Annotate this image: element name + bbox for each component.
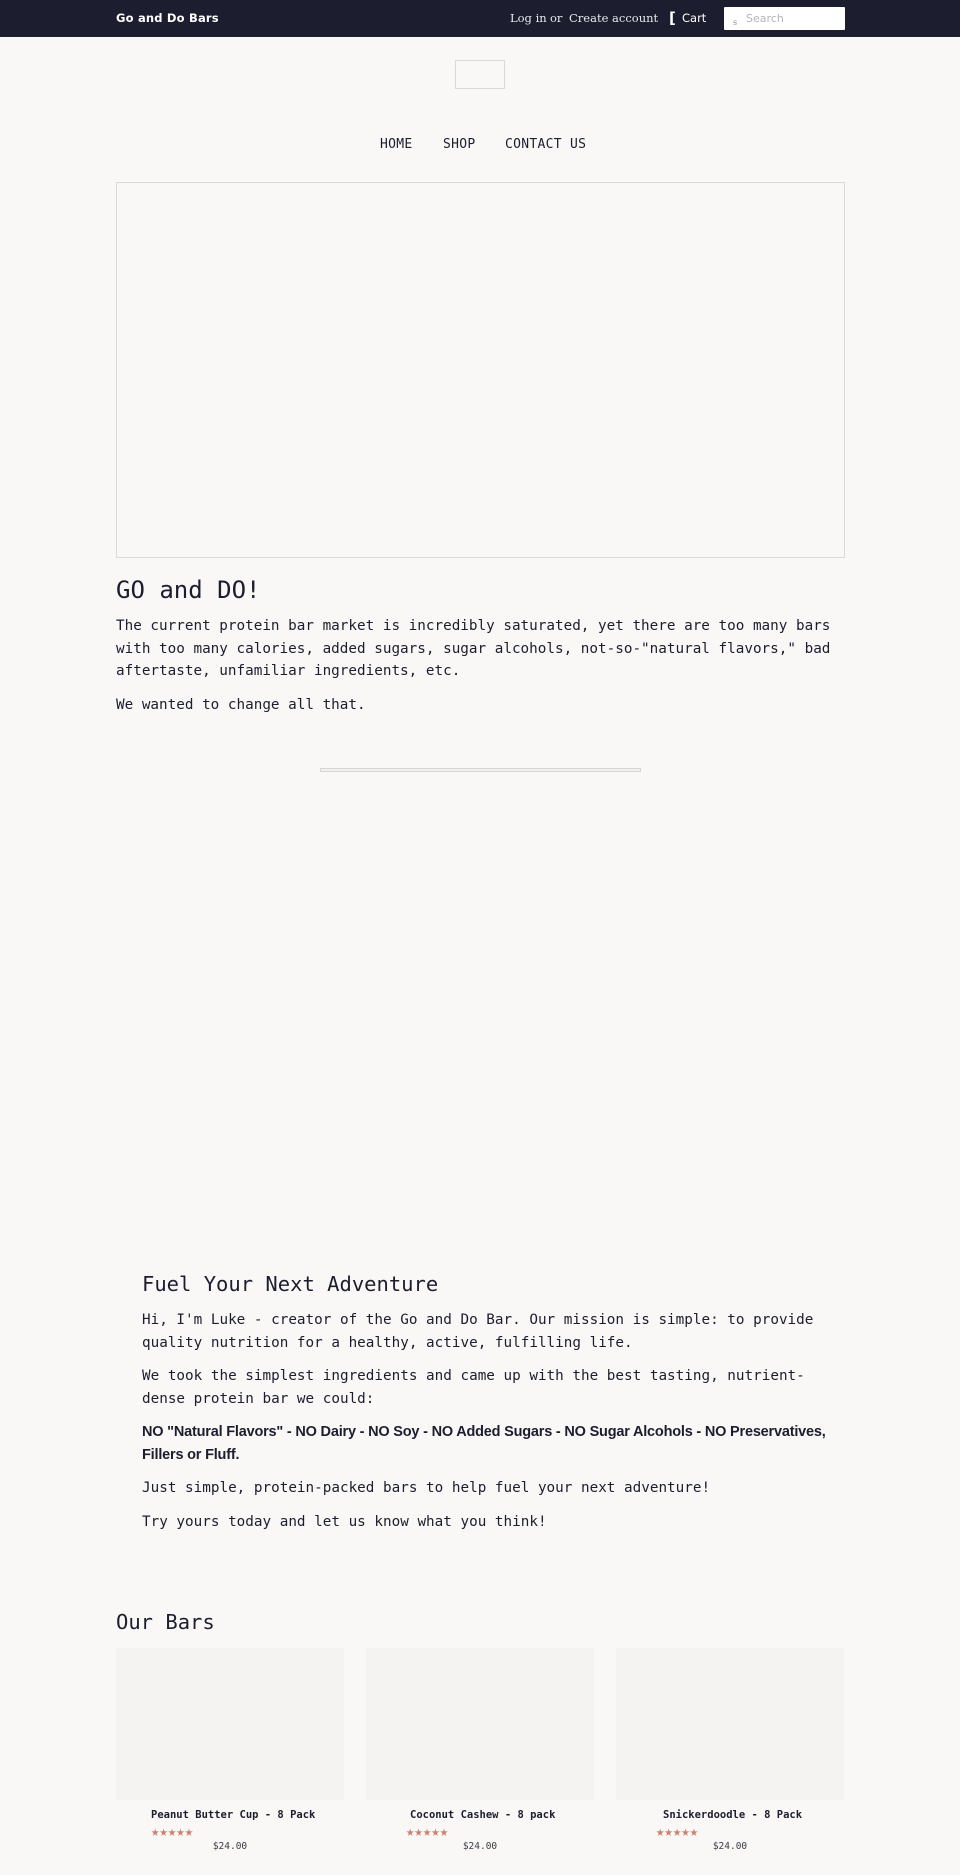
star-rating-icon: ★★★★★ [656, 1824, 699, 1840]
about-paragraph: Try yours today and let us know what you think! [142, 1513, 547, 1530]
about-section [142, 1270, 847, 1544]
hero-image [116, 182, 845, 558]
product-image[interactable] [116, 1648, 344, 1800]
product-card[interactable] [616, 1648, 844, 1852]
product-card[interactable] [116, 1648, 344, 1852]
top-bar [0, 0, 960, 37]
intro-paragraph: We wanted to change all that. [116, 696, 366, 713]
star-rating-icon: ★★★★★ [406, 1824, 449, 1840]
about-paragraph: Hi, I'm Luke - creator of the Go and Do Bar. Our mission is simple: to provide quality nutrition for a healthy, active, fulfilling life. [142, 1312, 814, 1351]
product-image[interactable] [616, 1648, 844, 1800]
cart-icon[interactable]: [ [669, 9, 676, 27]
about-paragraph: Just simple, protein-packed bars to help fuel your next adventure! [142, 1480, 711, 1496]
about-heading: Fuel Your Next Adventure [142, 1272, 439, 1296]
product-price: $24.00 [462, 1841, 498, 1852]
search-box[interactable] [724, 7, 845, 30]
nav-shop[interactable]: SHOP [443, 137, 476, 152]
product-price: $24.00 [712, 1841, 748, 1852]
products-heading: Our Bars [116, 1610, 215, 1634]
search-icon[interactable]: s [733, 18, 738, 27]
cart-link[interactable]: Cart [682, 11, 707, 25]
product-image[interactable] [366, 1648, 594, 1800]
product-card[interactable] [366, 1648, 594, 1852]
nav-home[interactable]: HOME [380, 137, 413, 152]
about-paragraph: We took the simplest ingredients and came up with the best tasting, nutrient-dense protein bar we could: [142, 1368, 805, 1407]
create-account-link[interactable]: Create account [569, 11, 659, 25]
brand-link[interactable]: Go and Do Bars [116, 11, 219, 25]
star-rating-icon: ★★★★★ [151, 1824, 194, 1840]
product-title[interactable]: Coconut Cashew - 8 pack [410, 1809, 556, 1821]
product-price: $24.00 [212, 1841, 248, 1852]
site-logo[interactable] [455, 60, 505, 89]
section-divider [320, 768, 641, 772]
intro-paragraph: The current protein bar market is incredibly saturated, yet there are too many bars with too many calories, added sugars, sugar alcohols, not-so-"natural flavors," bad aftertaste, unfamiliar ingredients, etc. [116, 618, 831, 679]
nav-contact-us[interactable]: CONTACT US [505, 137, 587, 152]
intro-heading: GO and DO! [116, 576, 261, 604]
product-title[interactable]: Peanut Butter Cup - 8 Pack [151, 1809, 316, 1821]
intro-section [116, 575, 846, 727]
search-input[interactable] [746, 9, 841, 27]
about-claims: NO "Natural Flavors" - NO Dairy - NO Soy - NO Added Sugars - NO Sugar Alcohols - NO Preservatives, Fillers or Fluff. [142, 1424, 826, 1463]
or-separator: or [550, 11, 563, 25]
login-link[interactable]: Log in [510, 11, 547, 25]
product-title[interactable]: Snickerdoodle - 8 Pack [663, 1809, 803, 1821]
